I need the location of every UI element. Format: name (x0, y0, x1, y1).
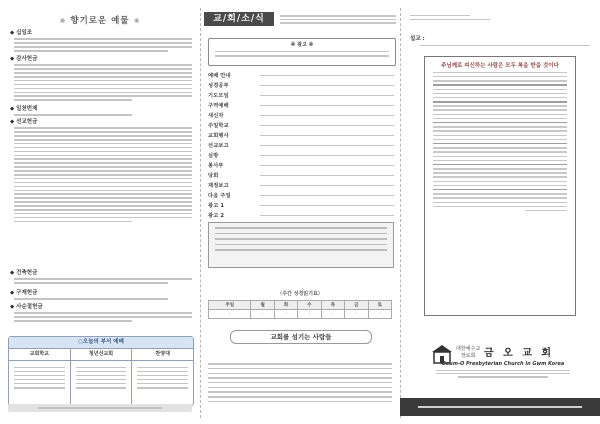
column-offerings (0, 0, 200, 424)
news-row: 재정보고 (208, 182, 394, 189)
news-row: 교회행사 (208, 132, 394, 139)
dept-table-body (9, 361, 193, 405)
dept-table-header: 교회학교 청년선교회 찬양대 (9, 349, 193, 361)
flower-icon: ❀ (133, 17, 141, 25)
offering-section: ◆ 일천번제 (10, 104, 192, 118)
news-row: 봉사부 (208, 162, 394, 169)
column-church-news (200, 0, 400, 424)
news-row: 당회 (208, 172, 394, 179)
offering-section: ◆ 건축헌금 (10, 268, 192, 286)
church-servers-title: 교회를 섬기는 사람들 (230, 330, 372, 344)
church-name-english: Geum-O Presbyterian Church in Gwm Korea (441, 361, 565, 367)
scripture-box (424, 56, 576, 316)
church-name: 금 오 교 회 (484, 348, 555, 359)
dept-table-title: ○오늘의 부서 예배 (9, 337, 193, 349)
department-worship-table (8, 336, 194, 406)
offerings-title (0, 14, 200, 26)
flower-icon: ❀ (59, 17, 67, 25)
offering-section: ◆ 구제헌금 (10, 288, 192, 302)
news-row: 광고 1 (208, 202, 394, 209)
church-servers-list (208, 360, 392, 405)
notice-box: ※ 광고 ※ (208, 38, 396, 66)
news-row: 새신자 (208, 112, 394, 119)
weekly-reading-title: 〈주간 성경읽기표〉 (277, 291, 323, 297)
news-row: 예배 안내 (208, 72, 394, 79)
dept-footer (8, 404, 192, 412)
offerings-title-text: 향기로운 예물 (70, 16, 130, 26)
news-row: 성경공부 (208, 82, 394, 89)
column-sermon (400, 0, 600, 424)
bulletin-header (410, 12, 590, 23)
news-row: 광고 2 (208, 212, 394, 219)
church-news-banner: 교/회/소/식 (204, 12, 274, 26)
footer-bar (400, 398, 600, 416)
news-row: 선교보고 (208, 142, 394, 149)
church-address (428, 368, 578, 380)
offering-section: ◆ 선교헌금 (10, 117, 192, 225)
news-row: 주일학교 (208, 122, 394, 129)
sermon-line: 설교 : (410, 34, 590, 46)
offering-section: ◆ 십일조 (10, 28, 192, 54)
denomination-label: 대한예수교 장로회 (456, 346, 481, 359)
news-row: 다음 주일 (208, 192, 394, 199)
news-row: 기도모임 (208, 92, 394, 99)
scripture-title: 주님께로 피신하는 사람은 모두 복을 받을 것이다 (441, 63, 559, 69)
highlight-notice-box (208, 222, 394, 268)
offering-section: ◆ 감사헌금 (10, 54, 192, 103)
news-row: 심방 (208, 152, 394, 159)
news-row: 구역예배 (208, 102, 394, 109)
weekly-reading-table: 주일 월 화 수 목 금 토 · · · · · · · (208, 300, 392, 319)
banner-subtext (280, 13, 396, 26)
offering-section: ◆ 사순절헌금 (10, 302, 192, 324)
